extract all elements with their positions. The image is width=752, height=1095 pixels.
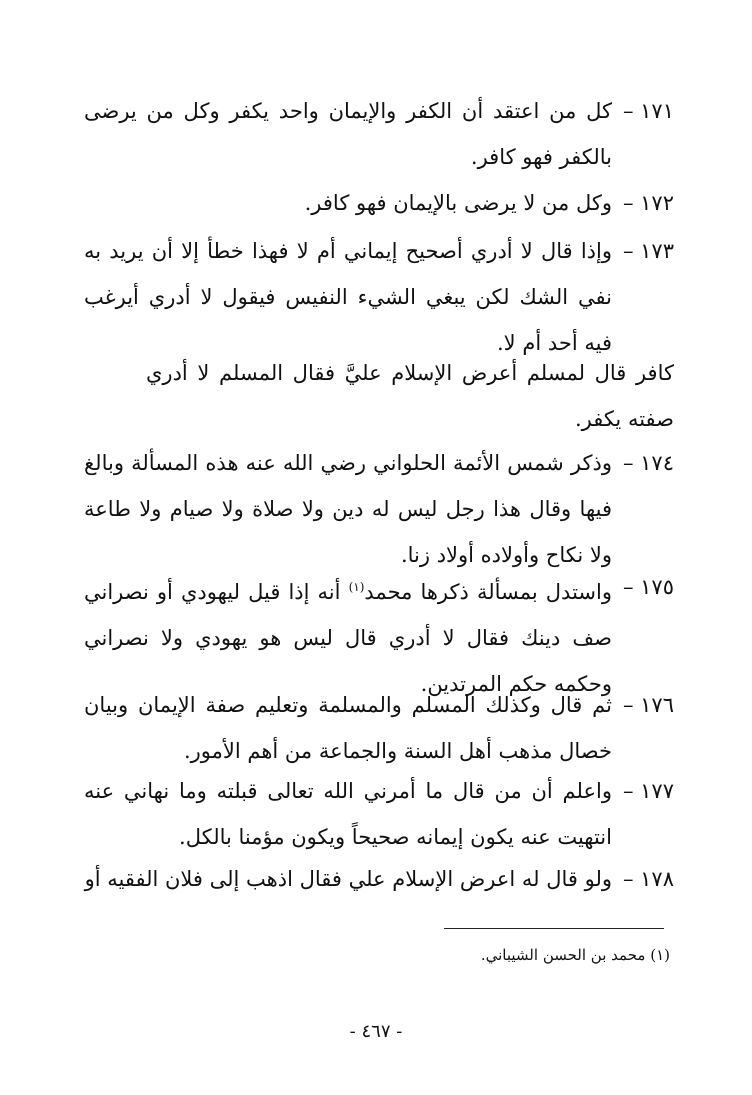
entry-number: ١٧٧ – <box>622 779 674 803</box>
entry-text: ثم قال وكذلك المسلم والمسلمة وتعليم صفة الإيمان وبيان خصال مذهب أهل السنة والجماعة من أهم الأمور. <box>84 693 612 763</box>
entry-text: كل من اعتقد أن الكفر والإيمان واحد يكفر وكل من يرضى بالكفر فهو كافر. <box>84 99 612 169</box>
entry-text: واعلم أن من قال ما أمرني الله تعالى قبلته وما نهاني عنه انتهيت عنه يكون إيمانه صحيحاً ويكون مؤمنا بالكل. <box>84 779 612 849</box>
footnote-divider <box>444 928 664 929</box>
footnote <box>481 944 670 966</box>
footnote-text: محمد بن الحسن الشيباني. <box>480 946 646 964</box>
entry-text: ولو قال له اعرض الإسلام علي فقال اذهب إلى فلان الفقيه أو <box>84 867 612 891</box>
entry-172 <box>84 180 674 226</box>
entry-number: ١٧٣ – <box>622 239 674 263</box>
entry-number: ١٧٤ – <box>622 451 674 475</box>
footnote-reference: (١) <box>348 580 365 594</box>
entry-176 <box>84 682 674 774</box>
entry-174 <box>84 440 674 578</box>
entry-text: وكل من لا يرضى بالإيمان فهو كافر. <box>304 191 612 215</box>
entry-173 <box>84 228 674 366</box>
entry-173-continuation: كافر قال لمسلم أعرض الإسلام عليَّ فقال المسلم لا أدري صفته يكفر. <box>146 361 674 431</box>
entry-text-before: واستدل بمسألة ذكرها محمد <box>364 580 612 604</box>
page-number: - ٤٦٧ - <box>349 1021 403 1042</box>
entry-number: ١٧٦ – <box>622 693 674 717</box>
entry-number: ١٧٥ – <box>622 575 674 599</box>
entry-178 <box>84 856 674 902</box>
entry-text: وذكر شمس الأئمة الحلواني رضي الله عنه هذه المسألة وبالغ فيها وقال هذا رجل ليس له دين ولا صلاة ولا صيام ولا طاعة ولا نكاح وأولاده أولاد زنا. <box>84 451 612 567</box>
entry-number: ١٧٢ – <box>622 191 674 215</box>
entry-number: ١٧٨ – <box>622 867 674 891</box>
entry-number: ١٧١ – <box>622 99 674 123</box>
entry-171 <box>84 88 674 180</box>
entry-text-after: أنه إذا قيل ليهودي أو نصراني صف دينك فقال لا أدري قال ليس هو يهودي ولا نصراني وحكمه حكم المرتدين. <box>84 580 612 696</box>
entry-177 <box>84 768 674 860</box>
entry-text: وإذا قال لا أدري أصحيح إيماني أم لا فهذا خطأ إلا أن يريد به نفي الشك لكن يبغي الشيء النفيس فيقول لا أدري أيرغب فيه أحد أم لا. <box>84 239 612 355</box>
footnote-mark: (١) <box>650 946 670 964</box>
